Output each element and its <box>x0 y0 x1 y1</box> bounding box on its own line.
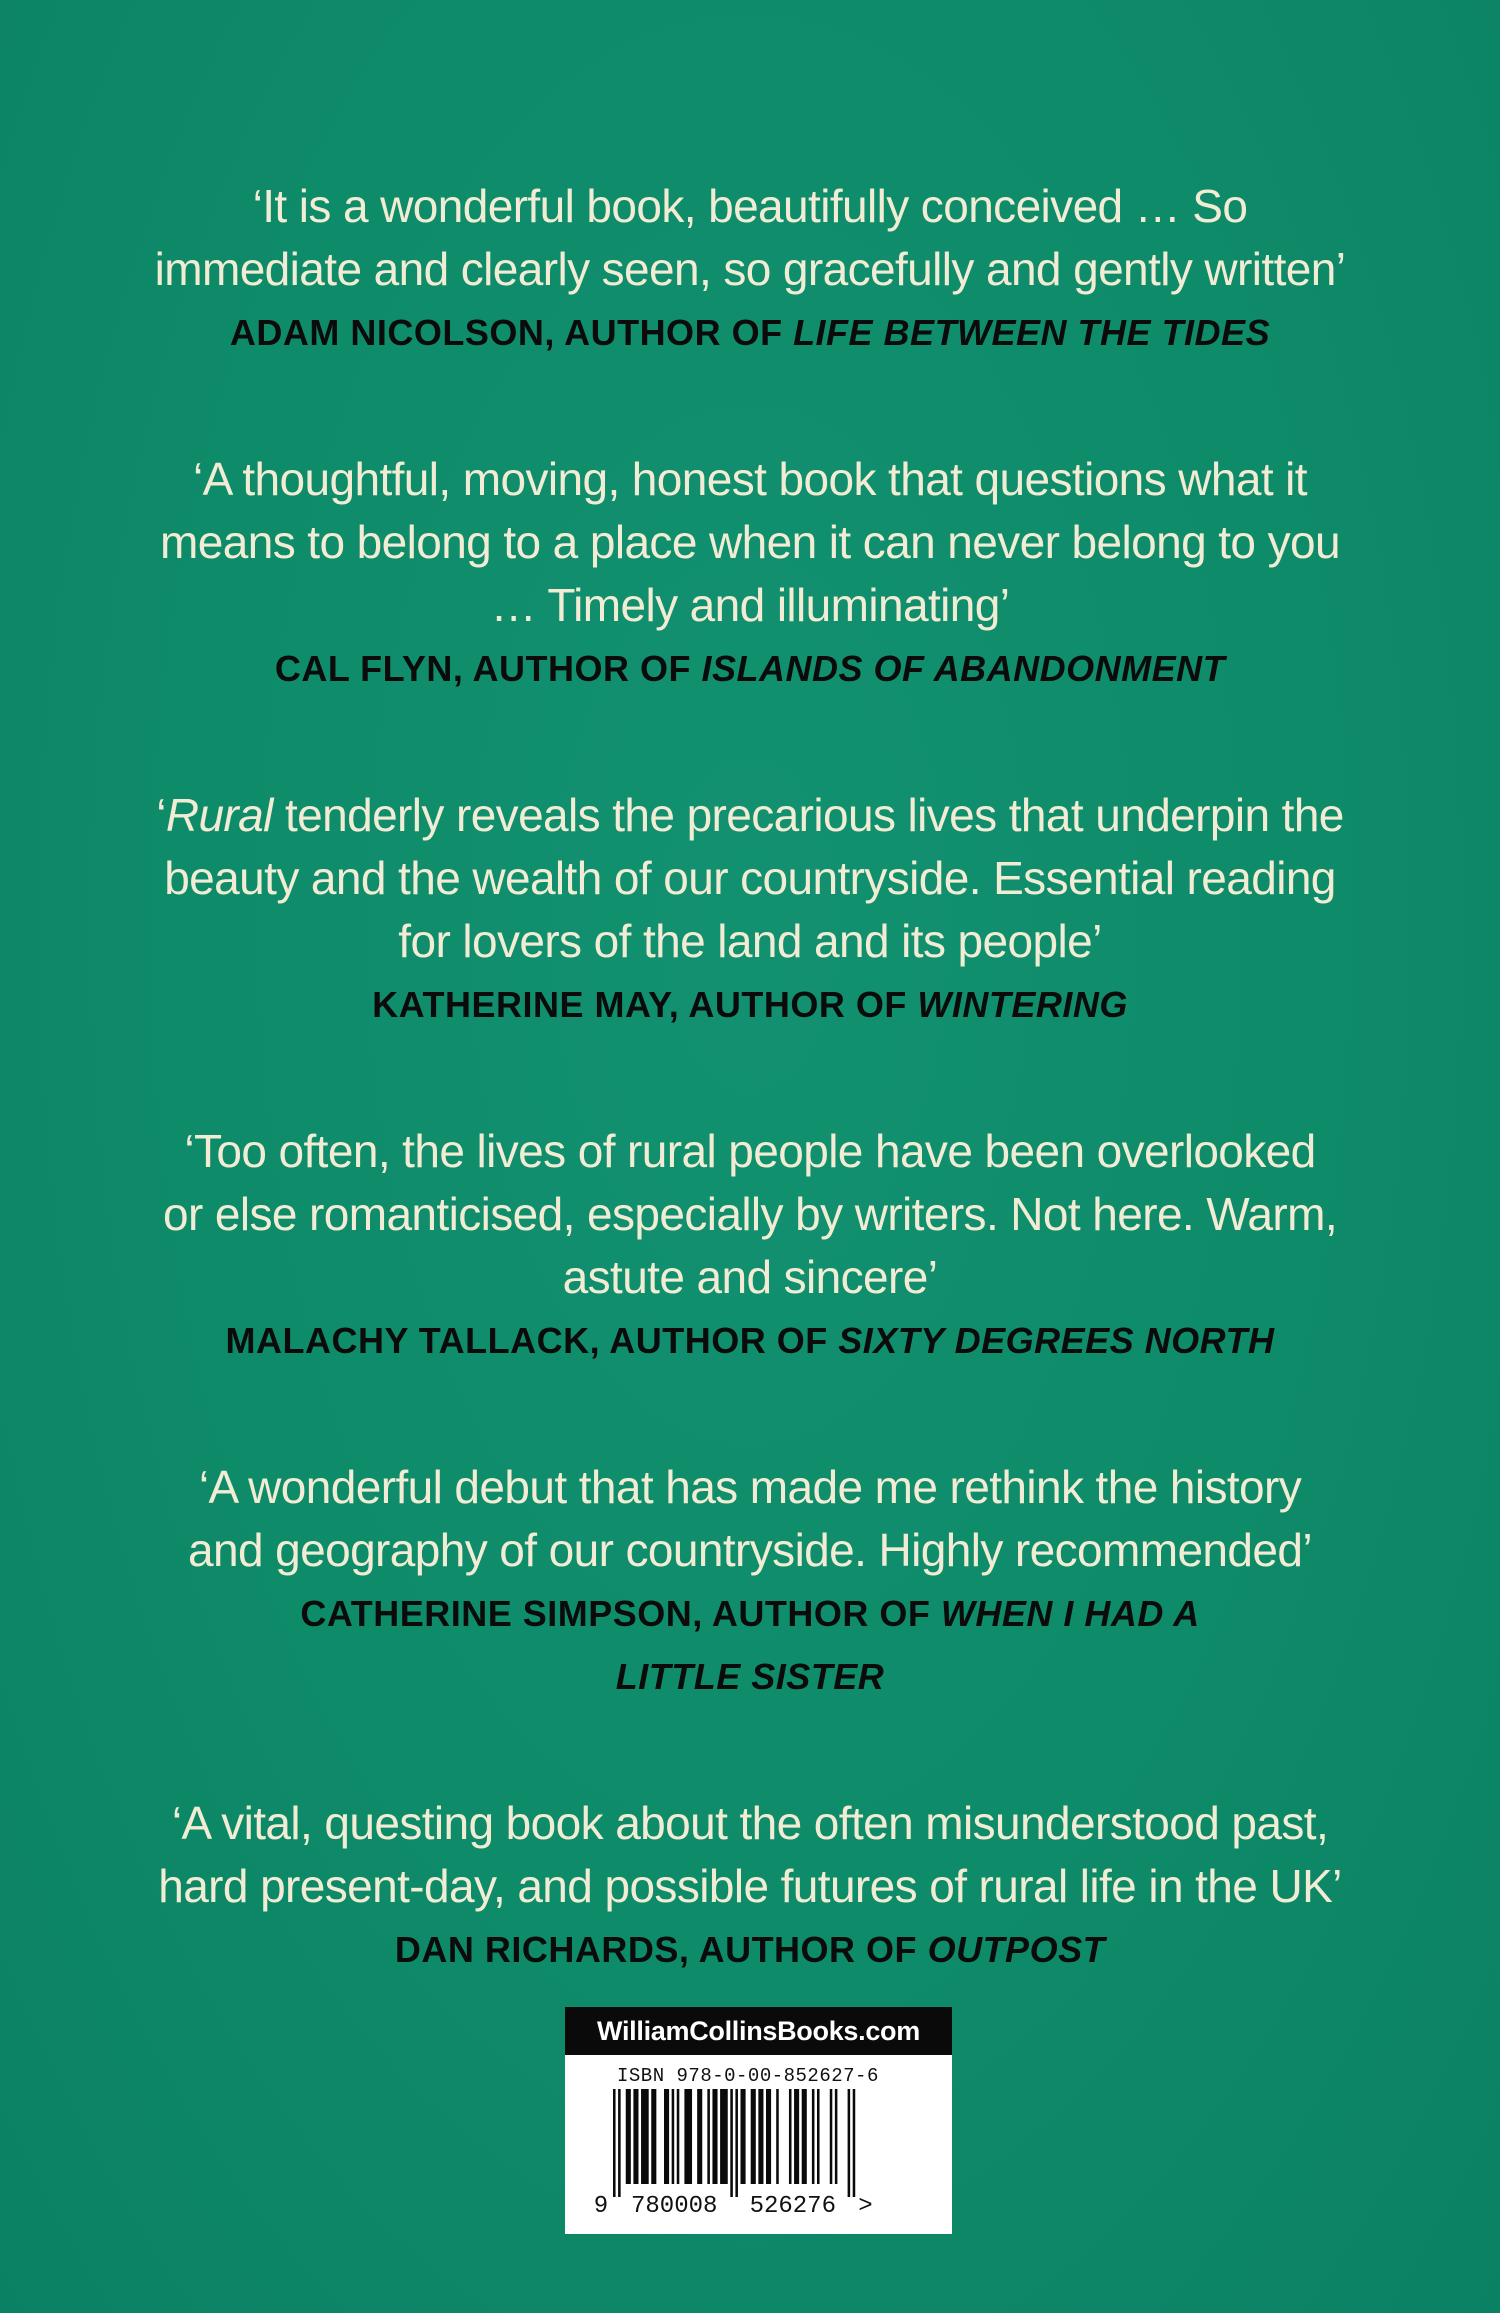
barcode-bar <box>830 2089 833 2184</box>
attribution-book-title: WINTERING <box>917 984 1128 1025</box>
barcode-bar <box>751 2089 756 2184</box>
attribution-line <box>100 1582 1400 1645</box>
attribution-line <box>100 1918 1400 1981</box>
barcode-bar <box>664 2089 669 2184</box>
barcode-bar <box>741 2089 746 2184</box>
quote-line: hard present-day, and possible futures of rural life in the UK’ <box>158 1860 1342 1912</box>
blurb <box>100 448 1400 700</box>
barcode-digits: > <box>858 2193 873 2220</box>
barcode-bar <box>848 2089 851 2197</box>
attribution-author: DAN RICHARDS, AUTHOR OF <box>394 1929 928 1970</box>
barcode-bar <box>651 2089 656 2184</box>
quote-line: astute and sincere’ <box>562 1251 938 1303</box>
barcode-bar <box>766 2089 771 2184</box>
quote-line: … Timely and illuminating’ <box>490 579 1010 631</box>
blurb-quote <box>100 784 1400 973</box>
barcode-bar <box>794 2089 799 2184</box>
attribution-line <box>100 1309 1400 1372</box>
blurb-quote <box>100 1792 1400 1918</box>
barcode-bar <box>789 2089 792 2184</box>
attribution-line <box>100 973 1400 1036</box>
barcode-bar <box>735 2089 738 2197</box>
attribution-author: CAL FLYN, AUTHOR OF <box>274 648 702 689</box>
blurb-attribution <box>100 301 1400 364</box>
quote-line: means to belong to a place when it can never belong to you <box>160 516 1340 568</box>
barcode-bar <box>677 2089 680 2184</box>
barcode-bar <box>618 2089 621 2197</box>
barcode-bar <box>730 2089 733 2197</box>
attribution-author: MALACHY TALLACK, AUTHOR OF <box>225 1320 839 1361</box>
blurb-quote <box>100 1120 1400 1309</box>
blurb-quote <box>100 448 1400 637</box>
quote-line: ‘Too often, the lives of rural people have been overlooked <box>184 1125 1316 1177</box>
barcode-bar <box>853 2089 856 2197</box>
attribution-author: CATHERINE SIMPSON, AUTHOR OF <box>300 1593 941 1634</box>
barcode-bar <box>697 2089 702 2184</box>
blurb-attribution <box>100 1582 1400 1708</box>
blurb-attribution <box>100 1918 1400 1981</box>
quote-line: beauty and the wealth of our countryside. Essential reading <box>164 852 1336 904</box>
blurb <box>100 1120 1400 1372</box>
barcode-graphic <box>565 2089 952 2234</box>
quote-line: immediate and clearly seen, so gracefully and gently written’ <box>154 243 1346 295</box>
blurb-attribution <box>100 973 1400 1036</box>
quote-book-title: Rural <box>165 789 273 841</box>
attribution-book-title: OUTPOST <box>927 1929 1106 1970</box>
attribution-line <box>100 637 1400 700</box>
barcode-bar <box>684 2089 692 2184</box>
attribution-book-title: ISLANDS OF ABANDONMENT <box>701 648 1226 689</box>
quote-line: for lovers of the land and its people’ <box>398 915 1102 967</box>
blurb-quote <box>100 1456 1400 1582</box>
blurb-list <box>100 175 1400 2065</box>
attribution-line <box>100 1645 1400 1708</box>
barcode-bar <box>720 2089 728 2184</box>
barcode-bar <box>712 2089 717 2184</box>
quote-line: ‘A thoughtful, moving, honest book that questions what it <box>193 453 1307 505</box>
blurb <box>100 1456 1400 1708</box>
blurb-attribution <box>100 1309 1400 1372</box>
barcode-bar <box>802 2089 807 2184</box>
attribution-author: KATHERINE MAY, AUTHOR OF <box>372 984 918 1025</box>
barcode-bar <box>835 2089 838 2184</box>
quote-line: or else romanticised, especially by writers. Not here. Warm, <box>162 1188 1338 1240</box>
barcode-bar <box>633 2089 638 2184</box>
barcode-bar <box>817 2089 820 2184</box>
barcode-bar <box>776 2089 779 2184</box>
isbn-label: ISBN 978-0-00-852627-6 <box>617 2065 879 2087</box>
attribution-book-title: SIXTY DEGREES NORTH <box>838 1320 1275 1361</box>
blurb-quote <box>100 175 1400 301</box>
barcode-bar <box>613 2089 616 2197</box>
blurb <box>100 1792 1400 1981</box>
quote-line: ‘Rural tenderly reveals the precarious lives that underpin the <box>156 789 1344 841</box>
attribution-book-title: LITTLE SISTER <box>615 1656 885 1697</box>
barcode-bar <box>812 2089 815 2184</box>
attribution-book-title: WHEN I HAD A <box>940 1593 1200 1634</box>
barcode-bar <box>758 2089 763 2184</box>
quote-line: and geography of our countryside. Highly recommended’ <box>188 1524 1312 1576</box>
quote-line: ‘A vital, questing book about the often misunderstood past, <box>171 1797 1329 1849</box>
barcode-bar <box>707 2089 710 2184</box>
barcode-bar <box>641 2089 649 2184</box>
attribution-line <box>100 301 1400 364</box>
barcode-bar <box>626 2089 631 2184</box>
quote-line: ‘It is a wonderful book, beautifully conceived … So <box>252 180 1248 232</box>
publisher-website: WilliamCollinsBooks.com <box>565 2007 952 2055</box>
attribution-book-title: LIFE BETWEEN THE TIDES <box>793 312 1271 353</box>
blurb-attribution <box>100 637 1400 700</box>
barcode-bar <box>672 2089 675 2184</box>
barcode-digits: 780008 <box>630 2193 718 2220</box>
blurb <box>100 175 1400 364</box>
barcode-digits: 9 <box>593 2193 609 2220</box>
barcode-digits: 526276 <box>749 2193 836 2220</box>
quote-line: ‘A wonderful debut that has made me rethink the history <box>198 1461 1302 1513</box>
barcode-panel <box>565 2007 952 2234</box>
attribution-author: ADAM NICOLSON, AUTHOR OF <box>229 312 794 353</box>
blurb <box>100 784 1400 1036</box>
